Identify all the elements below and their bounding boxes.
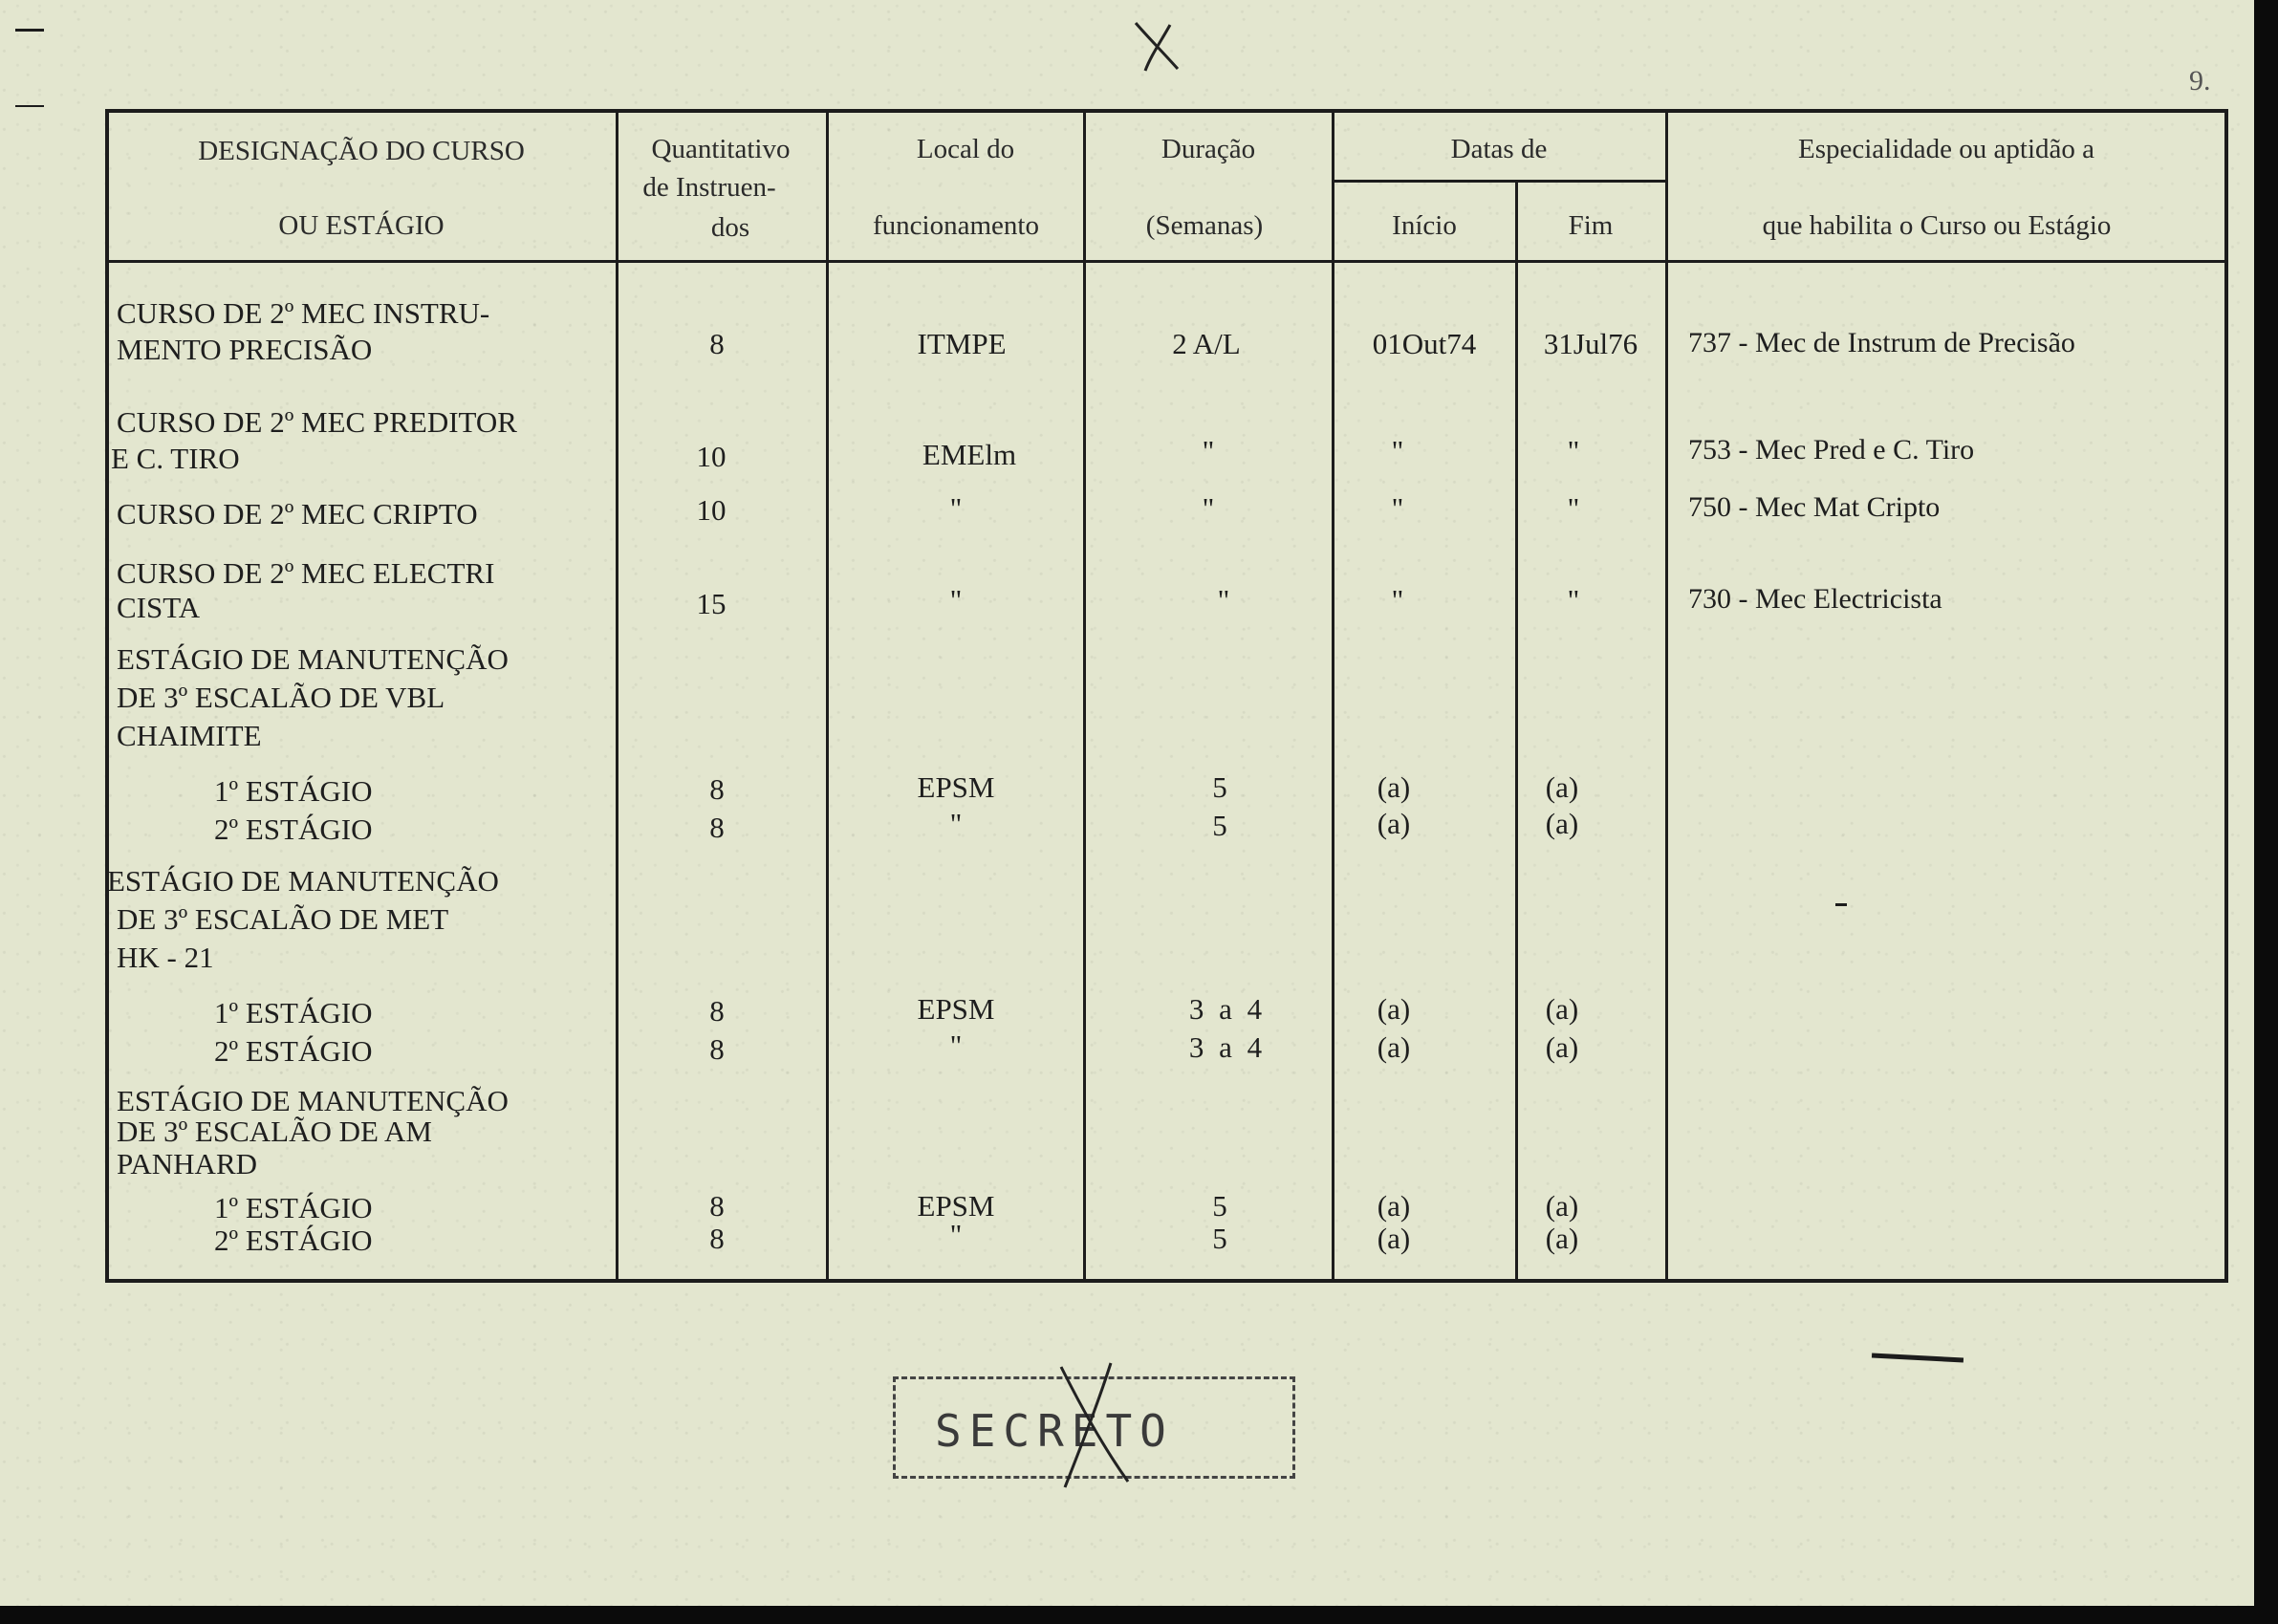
classification-stamp: SECRETO xyxy=(935,1405,1174,1457)
course-name-line: MENTO PRECISÃO xyxy=(117,333,373,366)
course-name-line: CURSO DE 2º MEC INSTRU- xyxy=(117,296,490,330)
location-cell: " xyxy=(949,1029,963,1062)
column-divider xyxy=(826,109,829,1283)
group-title-line: CHAIMITE xyxy=(117,719,262,752)
start-date-cell: (a) xyxy=(1377,807,1411,840)
start-date-cell: " xyxy=(1391,434,1404,467)
scan-border xyxy=(2254,0,2278,1624)
quantity-cell: 8 xyxy=(709,1189,725,1223)
header-quantitativo-line2: de Instruen- xyxy=(642,172,776,203)
location-cell: " xyxy=(949,1218,963,1251)
scan-mark xyxy=(15,29,44,32)
header-designacao-line1: DESIGNAÇÃO DO CURSO xyxy=(198,136,525,166)
scan-mark xyxy=(1872,1353,1963,1362)
duration-cell: 2 A/L xyxy=(1172,327,1241,360)
end-date-cell: 31Jul76 xyxy=(1543,327,1638,360)
header-fim: Fim xyxy=(1568,210,1614,241)
location-cell: EMElm xyxy=(922,438,1017,471)
stage-name: 2º ESTÁGIO xyxy=(214,1034,373,1068)
end-date-cell: " xyxy=(1567,491,1580,525)
start-date-cell: " xyxy=(1391,583,1404,617)
duration-cell: " xyxy=(1217,583,1230,617)
location-cell: EPSM xyxy=(917,992,995,1026)
specialty-cell: 737 - Mec de Instrum de Precisão xyxy=(1688,327,2075,358)
duration-cell: 5 xyxy=(1212,1222,1227,1255)
duration-cell: 5 xyxy=(1212,809,1227,842)
duration-cell: " xyxy=(1202,491,1215,525)
specialty-cell: 750 - Mec Mat Cripto xyxy=(1688,491,1941,523)
stage-name: 2º ESTÁGIO xyxy=(214,812,373,846)
end-date-cell: " xyxy=(1567,434,1580,467)
start-date-cell: (a) xyxy=(1377,1189,1411,1223)
end-date-cell: (a) xyxy=(1545,770,1579,804)
end-date-cell: (a) xyxy=(1545,1030,1579,1064)
header-quantitativo-line1: Quantitativo xyxy=(651,134,791,164)
group-title-line: DE 3º ESCALÃO DE MET xyxy=(117,902,449,936)
end-date-cell: (a) xyxy=(1545,807,1579,840)
duration-cell: 3 a 4 xyxy=(1188,1030,1263,1064)
end-date-cell: (a) xyxy=(1545,1222,1579,1255)
column-divider xyxy=(1332,109,1334,1283)
group-title-line: HK - 21 xyxy=(117,941,214,974)
start-date-cell: " xyxy=(1391,491,1404,525)
course-name-line: CISTA xyxy=(117,591,201,624)
quantity-cell: 10 xyxy=(696,493,727,527)
specialty-cell: 753 - Mec Pred e C. Tiro xyxy=(1688,434,1975,466)
quantity-cell: 8 xyxy=(709,327,725,360)
stage-name: 2º ESTÁGIO xyxy=(214,1223,373,1257)
column-divider xyxy=(1083,109,1086,1283)
header-bottom-rule xyxy=(105,260,2228,263)
duration-cell: 3 a 4 xyxy=(1188,992,1263,1026)
course-name-line: E C. TIRO xyxy=(111,442,240,475)
start-date-cell: (a) xyxy=(1377,1222,1411,1255)
stage-name: 1º ESTÁGIO xyxy=(214,774,373,808)
duration-cell: " xyxy=(1202,434,1215,467)
stage-name: 1º ESTÁGIO xyxy=(214,1191,373,1224)
quantity-cell: 8 xyxy=(709,1032,725,1066)
course-name-line: CURSO DE 2º MEC PREDITOR xyxy=(117,405,517,439)
group-title-line: ESTÁGIO DE MANUTENÇÃO xyxy=(107,864,499,898)
location-cell: " xyxy=(949,583,963,617)
column-divider xyxy=(1665,109,1668,1283)
scan-mark xyxy=(1835,903,1847,906)
course-name-line: CURSO DE 2º MEC ELECTRI xyxy=(117,556,495,590)
scan-border xyxy=(0,1606,2278,1624)
duration-cell: 5 xyxy=(1212,1189,1227,1223)
end-date-cell: (a) xyxy=(1545,1189,1579,1223)
location-cell: ITMPE xyxy=(917,327,1007,360)
end-date-cell: " xyxy=(1567,583,1580,617)
duration-cell: 5 xyxy=(1212,770,1227,804)
column-divider xyxy=(1515,180,1518,1283)
start-date-cell: (a) xyxy=(1377,1030,1411,1064)
location-cell: EPSM xyxy=(917,1189,995,1223)
specialty-cell: 730 - Mec Electricista xyxy=(1688,583,1942,615)
header-inicio: Início xyxy=(1392,210,1457,241)
quantity-cell: 8 xyxy=(709,994,725,1028)
header-especialidade-line1: Especialidade ou aptidão a xyxy=(1797,134,2095,164)
quantity-cell: 8 xyxy=(709,1222,725,1255)
header-datas: Datas de xyxy=(1450,134,1548,164)
header-local-line2: funcionamento xyxy=(873,210,1039,241)
column-divider xyxy=(616,109,618,1283)
start-date-cell: (a) xyxy=(1377,770,1411,804)
quantity-cell: 15 xyxy=(696,587,727,620)
page-number: 9. xyxy=(2189,65,2211,97)
start-date-cell: (a) xyxy=(1377,992,1411,1026)
header-quantitativo-line3: dos xyxy=(710,212,750,243)
location-cell: " xyxy=(949,491,963,525)
location-cell: EPSM xyxy=(917,770,995,804)
quantity-cell: 8 xyxy=(709,772,725,806)
group-title-line: DE 3º ESCALÃO DE AM xyxy=(117,1115,432,1148)
group-title-line: DE 3º ESCALÃO DE VBL xyxy=(117,681,445,714)
end-date-cell: (a) xyxy=(1545,992,1579,1026)
quantity-cell: 10 xyxy=(696,440,727,473)
group-title-line: ESTÁGIO DE MANUTENÇÃO xyxy=(117,642,509,676)
header-especialidade-line2: que habilita o Curso ou Estágio xyxy=(1762,210,2112,241)
group-title-line: ESTÁGIO DE MANUTENÇÃO xyxy=(117,1084,509,1117)
handwritten-x-mark xyxy=(1128,17,1185,75)
location-cell: " xyxy=(949,807,963,840)
header-designacao-line2: OU ESTÁGIO xyxy=(278,210,445,241)
header-duracao-line2: (Semanas) xyxy=(1145,210,1264,241)
course-name-line: CURSO DE 2º MEC CRIPTO xyxy=(117,497,478,531)
start-date-cell: 01Out74 xyxy=(1372,327,1477,360)
header-duracao-line1: Duração xyxy=(1161,134,1256,164)
header-subdivider xyxy=(1332,180,1668,183)
handwritten-x-mark xyxy=(1052,1357,1138,1491)
quantity-cell: 8 xyxy=(709,811,725,844)
scan-mark xyxy=(15,105,44,107)
group-title-line: PANHARD xyxy=(117,1147,258,1180)
stage-name: 1º ESTÁGIO xyxy=(214,996,373,1029)
header-local-line1: Local do xyxy=(916,134,1015,164)
